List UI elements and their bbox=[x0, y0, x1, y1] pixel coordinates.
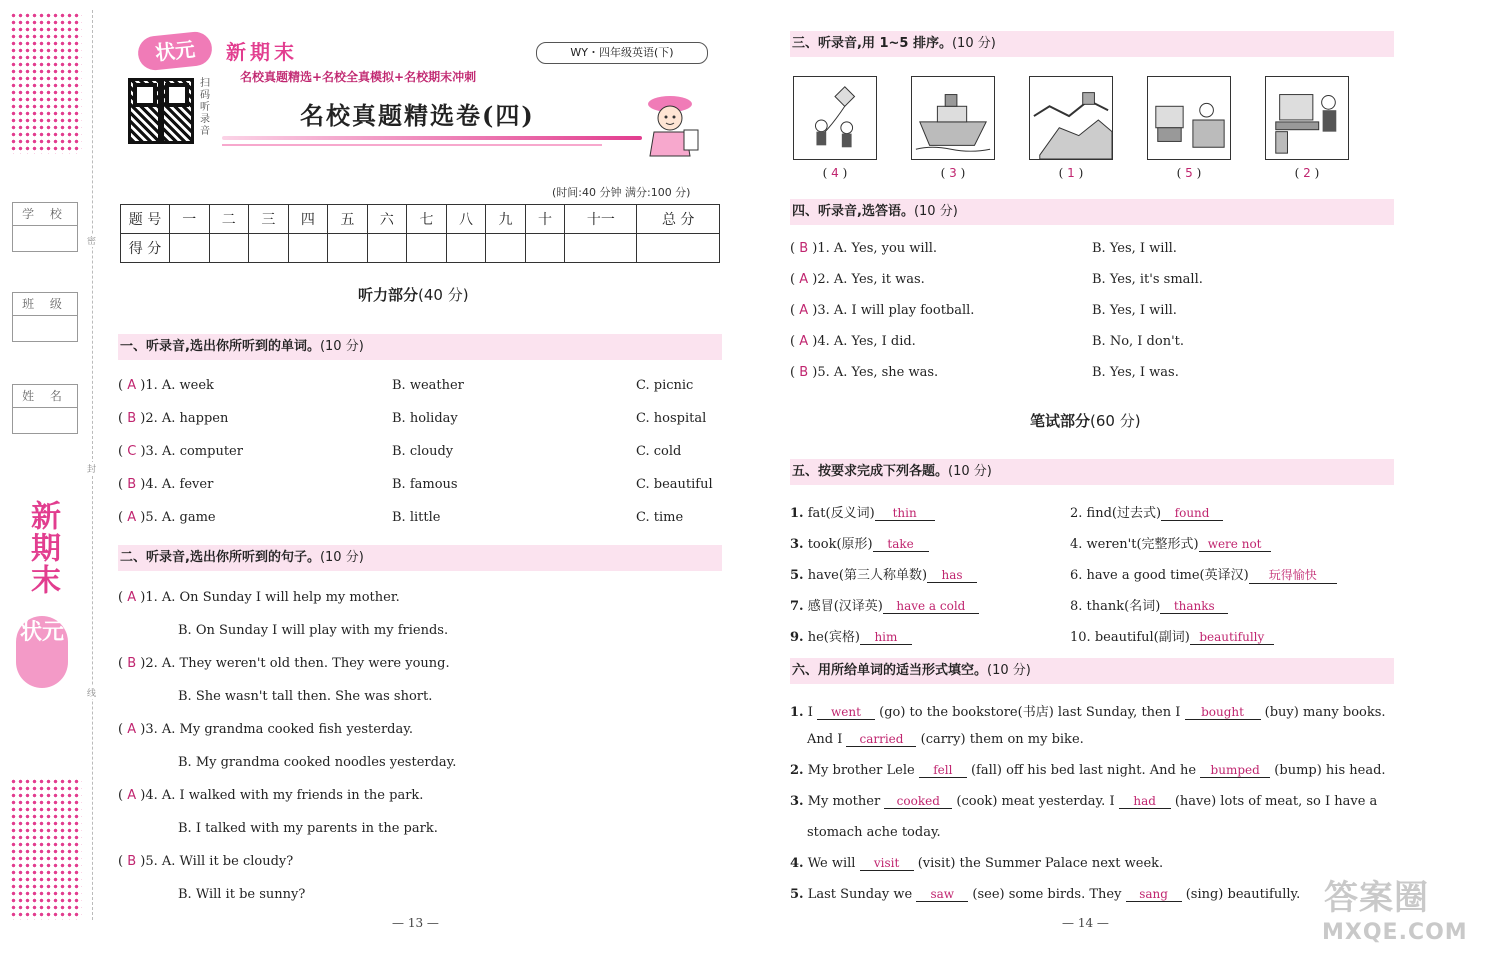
q2-option-b: B. I talked with my parents in the park. bbox=[178, 821, 438, 836]
order-answer-value[interactable]: 5 bbox=[1185, 166, 1193, 180]
section-3-header bbox=[790, 31, 1394, 57]
q5-answer-blank[interactable]: were not bbox=[1199, 537, 1271, 552]
q1-item: ( B )2. A. happen bbox=[118, 411, 229, 426]
class-label: 班 级 bbox=[13, 293, 77, 316]
writing-points: (60 分) bbox=[1090, 412, 1141, 430]
question-number: 5. bbox=[790, 568, 804, 583]
q5-answer-blank[interactable]: found bbox=[1161, 506, 1223, 521]
question-number: )4. bbox=[140, 477, 162, 492]
q5-prompt: 感冒(汉译英) bbox=[803, 599, 883, 614]
q4-option-b: B. No, I don't. bbox=[1092, 334, 1185, 349]
q6-blank[interactable]: carried bbox=[846, 732, 916, 747]
q6-line bbox=[807, 732, 1084, 747]
section-5-points: (10 分) bbox=[948, 464, 992, 479]
section-4-title: 四、听录音,选答语。 bbox=[792, 204, 914, 219]
option-a: A. Will it be cloudy? bbox=[161, 854, 294, 869]
score-header-cell: 九 bbox=[486, 205, 526, 234]
listening-part-title bbox=[358, 284, 469, 305]
q5-prompt: thank(名词) bbox=[1082, 599, 1161, 614]
school-label: 学 校 bbox=[13, 203, 77, 226]
option-a: A. My grandma cooked fish yesterday. bbox=[161, 722, 413, 737]
side-brand: 新期末 bbox=[25, 500, 60, 596]
q5-answer-blank[interactable]: have a cold bbox=[883, 599, 979, 614]
q2-item: ( B )2. A. They weren't old then. They were young. bbox=[118, 656, 450, 671]
answer-mark[interactable]: B bbox=[799, 365, 809, 380]
question-number: )1. bbox=[140, 590, 162, 605]
writing-title-text: 笔试部分 bbox=[1030, 412, 1091, 430]
q6-text: Last Sunday we bbox=[803, 887, 917, 902]
q6-line bbox=[790, 856, 1163, 871]
score-cell[interactable] bbox=[446, 234, 486, 263]
page-number-left: — 13 — bbox=[392, 916, 439, 930]
answer-mark[interactable]: A bbox=[127, 510, 137, 525]
question-number: 7. bbox=[790, 599, 804, 614]
q6-text: (see) some birds. They bbox=[968, 887, 1126, 902]
q5-prompt: find(过去式) bbox=[1082, 506, 1162, 521]
question-number: 2. bbox=[790, 763, 804, 778]
q1-item: ( A )1. A. week bbox=[118, 378, 214, 393]
answer-mark[interactable]: A bbox=[127, 378, 137, 393]
score-header-cell: 五 bbox=[328, 205, 368, 234]
score-header-cell: 八 bbox=[446, 205, 486, 234]
q6-text: And I bbox=[807, 732, 847, 747]
class-field[interactable] bbox=[12, 292, 78, 342]
score-cell[interactable] bbox=[170, 234, 210, 263]
order-answer: ( 2 ) bbox=[1294, 166, 1320, 180]
q6-text: (fall) off his bed last night. And he bbox=[966, 763, 1201, 778]
grade-badge: WY・四年级英语(下) bbox=[536, 42, 708, 64]
q1-item: ( B )4. A. fever bbox=[118, 477, 214, 492]
q5-answer-blank[interactable]: has bbox=[927, 568, 977, 583]
option-a: A. game bbox=[161, 510, 216, 525]
q4-item: ( B )1. A. Yes, you will. bbox=[790, 241, 938, 256]
q1-option-c: C. cold bbox=[636, 444, 682, 459]
q5-prompt: he(宾格) bbox=[803, 630, 860, 645]
q6-blank[interactable]: sang bbox=[1126, 887, 1182, 902]
q6-text: stomach ache today. bbox=[807, 825, 941, 840]
q6-text: (bump) his head. bbox=[1270, 763, 1386, 778]
score-header-cell: 六 bbox=[367, 205, 407, 234]
section-1-points: (10 分) bbox=[319, 339, 364, 354]
tv-sofa-icon bbox=[1147, 76, 1231, 160]
q1-option-b: B. famous bbox=[392, 477, 458, 492]
answer-mark[interactable]: A bbox=[127, 722, 137, 737]
question-number: 2. bbox=[1070, 506, 1083, 521]
section-1-header bbox=[118, 334, 722, 360]
score-header-cell: 三 bbox=[249, 205, 289, 234]
answer-mark[interactable]: A bbox=[799, 334, 809, 349]
q6-text: (visit) the Summer Palace next week. bbox=[913, 856, 1164, 871]
section-2-title: 二、听录音,选出你所听到的句子。 bbox=[120, 550, 320, 565]
watermark-url: MXQE.COM bbox=[1322, 920, 1468, 945]
section-3-title: 三、听录音,用 1~5 排序。 bbox=[792, 36, 952, 51]
top-dot-decoration bbox=[10, 12, 82, 154]
q5-answer-blank[interactable]: thanks bbox=[1160, 599, 1228, 614]
q5-item bbox=[790, 564, 977, 583]
q5-answer-blank[interactable]: beautifully bbox=[1190, 630, 1274, 645]
score-header-cell: 总 分 bbox=[637, 205, 720, 234]
q6-blank[interactable]: cooked bbox=[884, 794, 952, 809]
q1-option-b: B. little bbox=[392, 510, 441, 525]
score-header-cell: 十 bbox=[525, 205, 565, 234]
q4-item: ( B )5. A. Yes, she was. bbox=[790, 365, 939, 380]
question-number: )2. bbox=[812, 272, 834, 287]
q5-item bbox=[790, 595, 979, 614]
answer-mark[interactable]: C bbox=[127, 444, 137, 459]
name-field[interactable] bbox=[12, 384, 78, 434]
score-value-row bbox=[121, 234, 720, 263]
question-number: 10. bbox=[1070, 630, 1091, 645]
q6-text: (cook) meat yesterday. I bbox=[952, 794, 1119, 809]
q6-text: (have) lots of meat, so I have a bbox=[1170, 794, 1378, 809]
q6-blank[interactable]: bought bbox=[1185, 705, 1261, 720]
question-number: )1. bbox=[140, 378, 162, 393]
q5-answer-blank[interactable]: take bbox=[873, 537, 929, 552]
section-6-title: 六、用所给单词的适当形式填空。 bbox=[792, 663, 988, 678]
q1-item: ( A )5. A. game bbox=[118, 510, 216, 525]
q5-prompt: took(原形) bbox=[803, 537, 873, 552]
q6-line bbox=[790, 794, 1377, 809]
option-a: A. happen bbox=[161, 411, 229, 426]
order-answer-value[interactable]: 1 bbox=[1067, 166, 1075, 180]
order-answer: ( 4 ) bbox=[822, 166, 848, 180]
q1-option-c: C. beautiful bbox=[636, 477, 713, 492]
q6-line bbox=[790, 763, 1386, 778]
q6-line bbox=[790, 887, 1300, 902]
question-number: 1. bbox=[790, 705, 804, 720]
q1-option-b: B. cloudy bbox=[392, 444, 454, 459]
great-wall-icon bbox=[1029, 76, 1113, 160]
answer-mark[interactable]: B bbox=[127, 477, 137, 492]
q1-item: ( C )3. A. computer bbox=[118, 444, 243, 459]
question-number: 4. bbox=[790, 856, 804, 871]
option-a: A. I will play football. bbox=[833, 303, 975, 318]
title-swoosh-thin bbox=[222, 144, 602, 146]
ship-icon bbox=[911, 76, 995, 160]
score-cell[interactable] bbox=[328, 234, 368, 263]
q5-prompt: have(第三人称单数) bbox=[803, 568, 928, 583]
score-header-cell: 题 号 bbox=[121, 205, 170, 234]
answer-mark[interactable]: B bbox=[127, 411, 137, 426]
q6-blank[interactable]: went bbox=[817, 705, 875, 720]
score-header-cell: 十一 bbox=[565, 205, 637, 234]
order-answer: ( 3 ) bbox=[940, 166, 966, 180]
page-number-right: — 14 — bbox=[1062, 916, 1109, 930]
score-header-cell: 七 bbox=[407, 205, 447, 234]
q6-blank[interactable]: had bbox=[1119, 794, 1171, 809]
section-4-header bbox=[790, 199, 1394, 225]
score-header-cell: 二 bbox=[209, 205, 249, 234]
section-3-points: (10 分) bbox=[951, 36, 996, 51]
kite-icon bbox=[793, 76, 877, 160]
q5-item bbox=[1070, 502, 1223, 521]
section-5-title: 五、按要求完成下列各题。 bbox=[792, 464, 949, 479]
q5-prompt: beautiful(副词) bbox=[1090, 630, 1190, 645]
q6-text: My mother bbox=[803, 794, 885, 809]
q1-option-b: B. holiday bbox=[392, 411, 458, 426]
question-number: )3. bbox=[140, 722, 162, 737]
question-number: )1. bbox=[812, 241, 834, 256]
question-number: 3. bbox=[790, 537, 804, 552]
q4-item: ( A )2. A. Yes, it was. bbox=[790, 272, 925, 287]
option-a: A. Yes, I did. bbox=[833, 334, 916, 349]
listening-points: (40 分) bbox=[418, 286, 469, 304]
score-cell[interactable] bbox=[407, 234, 447, 263]
q5-answer-blank[interactable]: him bbox=[860, 630, 912, 645]
q5-answer-blank[interactable]: 玩得愉快 bbox=[1249, 566, 1337, 584]
slogan: 名校真题精选+名校全真模拟+名校期末冲刺 bbox=[240, 70, 477, 84]
score-header-cell: 四 bbox=[288, 205, 328, 234]
q6-text: (buy) many books. bbox=[1260, 705, 1386, 720]
q1-option-c: C. hospital bbox=[636, 411, 707, 426]
q5-prompt: have a good time(英译汉) bbox=[1082, 568, 1249, 583]
mascot-icon bbox=[640, 90, 702, 160]
seal-char-feng: 封 bbox=[87, 462, 96, 475]
q6-text: We will bbox=[803, 856, 860, 871]
question-number: 6. bbox=[1070, 568, 1083, 583]
question-number: 3. bbox=[790, 794, 804, 809]
q2-item: ( A )4. A. I walked with my friends in the park. bbox=[118, 788, 424, 803]
option-a: A. week bbox=[161, 378, 214, 393]
option-a: A. They weren't old then. They were young. bbox=[161, 656, 450, 671]
title-swoosh bbox=[222, 136, 642, 140]
section-5-header bbox=[790, 459, 1394, 485]
q2-item: ( A )3. A. My grandma cooked fish yesterday. bbox=[118, 722, 413, 737]
score-cell[interactable] bbox=[525, 234, 565, 263]
question-number: )2. bbox=[140, 411, 162, 426]
q6-text: My brother Lele bbox=[803, 763, 919, 778]
q5-prompt: fat(反义词) bbox=[803, 506, 875, 521]
answer-mark[interactable]: B bbox=[127, 854, 137, 869]
q2-item: ( A )1. A. On Sunday I will help my mother. bbox=[118, 590, 400, 605]
score-cell[interactable] bbox=[637, 234, 720, 263]
q1-option-b: B. weather bbox=[392, 378, 464, 393]
question-number: )2. bbox=[140, 656, 162, 671]
q4-option-b: B. Yes, I was. bbox=[1092, 365, 1179, 380]
section-2-points: (10 分) bbox=[319, 550, 364, 565]
score-header-cell: 一 bbox=[170, 205, 210, 234]
q6-blank[interactable]: bumped bbox=[1200, 763, 1270, 778]
order-answer: ( 1 ) bbox=[1058, 166, 1084, 180]
side-logo-seal: 状元 bbox=[16, 616, 68, 688]
option-a: A. On Sunday I will help my mother. bbox=[161, 590, 400, 605]
question-number: 5. bbox=[790, 887, 804, 902]
question-number: )3. bbox=[140, 444, 163, 459]
score-cell[interactable] bbox=[249, 234, 289, 263]
q5-item bbox=[1070, 626, 1274, 645]
q6-blank[interactable]: saw bbox=[916, 887, 968, 902]
brand-name: 新期末 bbox=[226, 40, 298, 64]
q6-blank[interactable]: fell bbox=[919, 763, 967, 778]
order-answer: ( 5 ) bbox=[1176, 166, 1202, 180]
score-cell[interactable] bbox=[367, 234, 407, 263]
q5-item bbox=[790, 626, 912, 645]
score-cell[interactable] bbox=[565, 234, 637, 263]
watermark-logo: 答案圈 bbox=[1324, 878, 1429, 918]
bottom-dot-decoration bbox=[10, 778, 82, 920]
q5-item bbox=[790, 502, 935, 521]
q6-blank[interactable]: visit bbox=[860, 856, 914, 871]
q5-answer-blank[interactable]: thin bbox=[875, 506, 935, 521]
question-number: 9. bbox=[790, 630, 804, 645]
q5-item bbox=[1070, 595, 1228, 614]
listening-title-text: 听力部分 bbox=[358, 286, 419, 304]
option-a: A. fever bbox=[161, 477, 214, 492]
question-number: )5. bbox=[140, 510, 162, 525]
q5-prompt: weren't(完整形式) bbox=[1082, 537, 1199, 552]
option-a: A. Yes, it was. bbox=[833, 272, 925, 287]
brand-logo: 状元 bbox=[136, 30, 213, 72]
q6-text: (sing) beautifully. bbox=[1181, 887, 1301, 902]
question-number: )4. bbox=[140, 788, 162, 803]
order-answer-value[interactable]: 2 bbox=[1303, 166, 1311, 180]
score-cell[interactable] bbox=[486, 234, 526, 263]
seal-char-mi: 密 bbox=[87, 234, 96, 247]
question-number: )3. bbox=[812, 303, 834, 318]
score-header-row bbox=[121, 205, 720, 234]
q1-option-c: C. time bbox=[636, 510, 684, 525]
q4-option-b: B. Yes, I will. bbox=[1092, 241, 1177, 256]
question-number: 1. bbox=[790, 506, 804, 521]
q5-item bbox=[1070, 533, 1271, 552]
qr-note: 扫码听录音 bbox=[200, 78, 210, 137]
q4-item: ( A )3. A. I will play football. bbox=[790, 303, 975, 318]
exam-meta: (时间:40 分钟 满分:100 分) bbox=[552, 186, 691, 199]
seal-char-xian: 线 bbox=[87, 686, 96, 699]
answer-mark[interactable]: A bbox=[127, 788, 137, 803]
q2-option-b: B. She wasn't tall then. She was short. bbox=[178, 689, 433, 704]
q6-text: (go) to the bookstore(书店) last Sunday, then I bbox=[874, 705, 1185, 720]
score-cell[interactable] bbox=[209, 234, 249, 263]
section-4-points: (10 分) bbox=[913, 204, 958, 219]
score-row-label: 得 分 bbox=[121, 234, 170, 263]
question-number: )5. bbox=[812, 365, 834, 380]
section-2-header bbox=[118, 545, 722, 571]
q4-option-b: B. Yes, it's small. bbox=[1092, 272, 1203, 287]
score-table bbox=[120, 204, 720, 263]
paper-title: 名校真题精选卷(四) bbox=[300, 101, 535, 130]
q1-option-c: C. picnic bbox=[636, 378, 694, 393]
section-6-points: (10 分) bbox=[987, 663, 1031, 678]
option-a: A. I walked with my friends in the park. bbox=[161, 788, 424, 803]
q5-item bbox=[790, 533, 929, 552]
computer-icon bbox=[1265, 76, 1349, 160]
writing-part-title bbox=[1030, 410, 1141, 431]
score-cell[interactable] bbox=[288, 234, 328, 263]
question-number: )5. bbox=[140, 854, 162, 869]
answer-mark[interactable]: A bbox=[799, 303, 809, 318]
answer-mark[interactable]: A bbox=[799, 272, 809, 287]
q4-option-b: B. Yes, I will. bbox=[1092, 303, 1177, 318]
option-a: A. computer bbox=[162, 444, 243, 459]
q6-text: I bbox=[803, 705, 817, 720]
school-field[interactable] bbox=[12, 202, 78, 252]
option-a: A. Yes, you will. bbox=[833, 241, 938, 256]
question-number: 8. bbox=[1070, 599, 1083, 614]
q6-line bbox=[807, 825, 941, 840]
question-number: 4. bbox=[1070, 537, 1083, 552]
answer-mark[interactable]: B bbox=[799, 241, 809, 256]
option-a: A. Yes, she was. bbox=[833, 365, 939, 380]
q2-option-b: B. On Sunday I will play with my friends. bbox=[178, 623, 449, 638]
q6-line bbox=[790, 701, 1386, 720]
question-number: )4. bbox=[812, 334, 834, 349]
order-answer-value[interactable]: 3 bbox=[949, 166, 957, 180]
q2-item: ( B )5. A. Will it be cloudy? bbox=[118, 854, 294, 869]
answer-mark[interactable]: B bbox=[127, 656, 137, 671]
section-6-header bbox=[790, 658, 1394, 684]
q2-option-b: B. Will it be sunny? bbox=[178, 887, 306, 902]
q4-item: ( A )4. A. Yes, I did. bbox=[790, 334, 916, 349]
q2-option-b: B. My grandma cooked noodles yesterday. bbox=[178, 755, 457, 770]
q6-text: (carry) them on my bike. bbox=[916, 732, 1084, 747]
q5-item bbox=[1070, 564, 1337, 584]
name-label: 姓 名 bbox=[13, 385, 77, 408]
section-1-title: 一、听录音,选出你所听到的单词。 bbox=[120, 339, 320, 354]
order-answer-value[interactable]: 4 bbox=[831, 166, 839, 180]
qr-code-icon[interactable] bbox=[128, 78, 194, 144]
answer-mark[interactable]: A bbox=[127, 590, 137, 605]
